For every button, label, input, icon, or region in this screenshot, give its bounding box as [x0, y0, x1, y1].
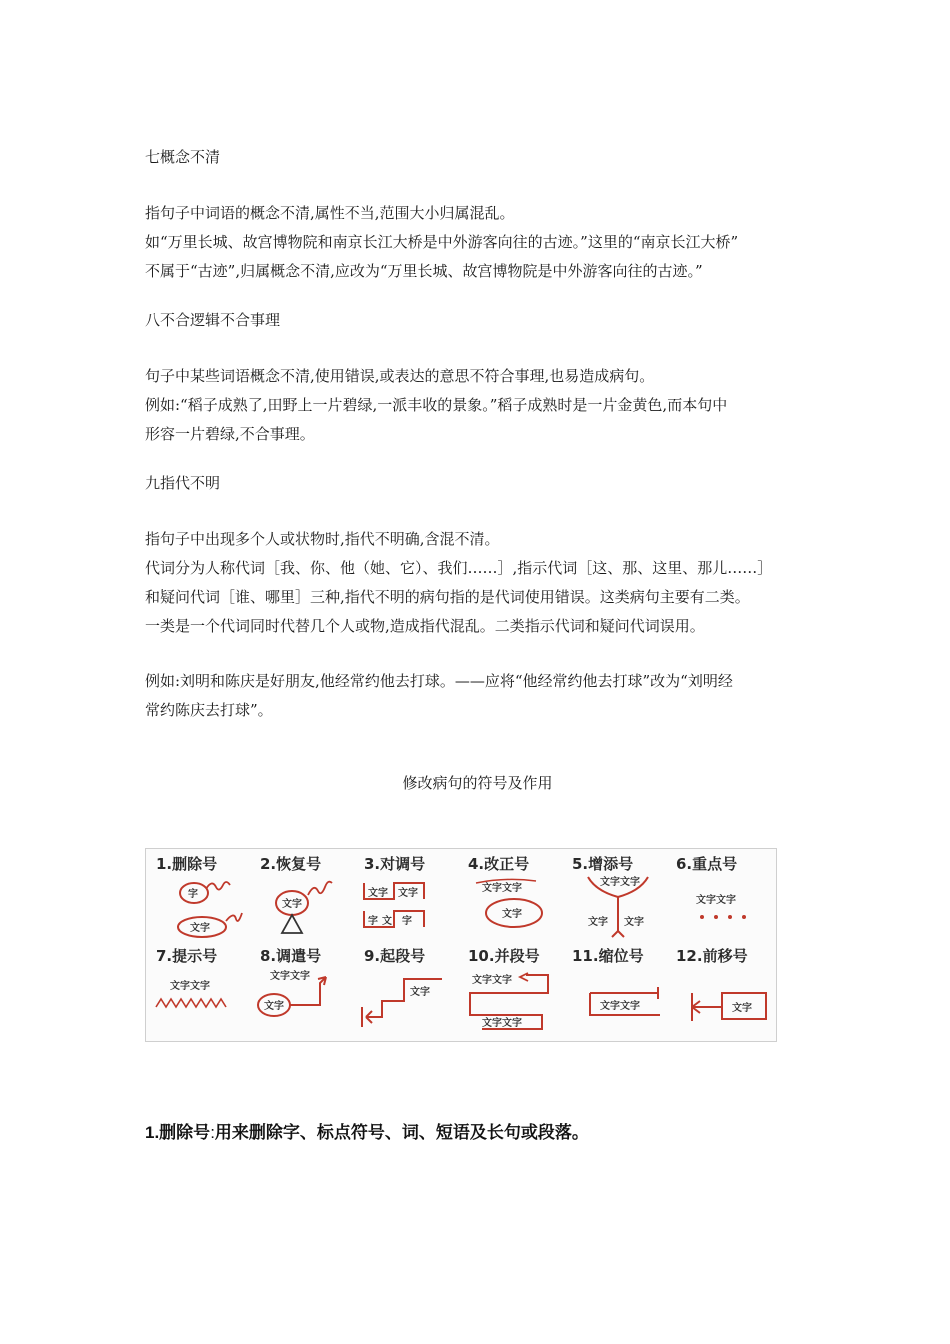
symbol-cell-insert	[566, 851, 671, 943]
svg-text:文字文字: 文字文字	[482, 1018, 522, 1029]
svg-text:字: 字	[188, 889, 198, 900]
symbol-sample: 文字	[190, 923, 210, 934]
symbol-cell-move	[254, 943, 359, 1035]
svg-text:文字: 文字	[398, 888, 418, 899]
insert-mark-icon	[566, 851, 671, 943]
symbol-sample: 文字	[368, 888, 388, 899]
symbol-label: 5.增添号	[572, 855, 634, 873]
symbol-cell-indent	[566, 943, 671, 1035]
symbol-label: 4.改正号	[468, 855, 530, 873]
symbol-cell-restore	[254, 851, 359, 943]
delete-mark-icon	[150, 851, 255, 943]
symbol-cell-delete	[150, 851, 255, 943]
heading-section-9: 九指代不明	[145, 474, 221, 492]
text-line: 一类是一个代词同时代替几个人或物,造成指代混乱。二类指示代词和疑问代词误用。	[145, 617, 705, 635]
text-line: 指句子中词语的概念不清,属性不当,范围大小归属混乱。	[145, 204, 515, 222]
symbol-sample: 文字文字	[270, 971, 310, 982]
definition-text: 用来删除字、标点符号、词、短语及长句或段落。	[214, 1123, 589, 1142]
heading-section-7: 七概念不清	[145, 148, 221, 166]
text-line: 和疑问代词［谁、哪里］三种,指代不明的病句指的是代词使用错误。这类病句主要有二类。	[145, 588, 750, 606]
correction-symbols-figure	[145, 848, 777, 1042]
correction-mark-icon	[462, 851, 567, 943]
paragraph-section-9	[145, 525, 810, 641]
merge-paragraph-mark-icon	[462, 943, 567, 1035]
symbol-sample: 文字文字	[600, 1001, 640, 1012]
symbol-label: 1.删除号	[156, 855, 218, 873]
symbol-label: 7.提示号	[156, 947, 218, 965]
text-line: 不属于“古迹”,归属概念不清,应改为“万里长城、故宫博物院是中外游客向往的古迹。”	[145, 262, 703, 280]
svg-text:文字文字: 文字文字	[600, 877, 640, 888]
restore-mark-icon	[254, 851, 359, 943]
symbol-sample: 文字	[502, 909, 522, 920]
symbol-label: 2.恢复号	[260, 855, 322, 873]
text-line: 例如:“稻子成熟了,田野上一片碧绿,一派丰收的景象。”稻子成熟时是一片金黄色,而本句中	[145, 396, 728, 414]
svg-text:文字: 文字	[264, 1001, 284, 1012]
hint-mark-icon	[150, 943, 255, 1035]
symbol-label: 6.重点号	[676, 855, 738, 873]
text-line: 如“万里长城、故宫博物院和南京长江大桥是中外游客向往的古迹。”这里的“南京长江大桥”	[145, 233, 739, 251]
definition-term: 1.删除号	[145, 1123, 211, 1142]
symbol-sample: 文字	[588, 917, 608, 928]
symbol-label: 3.对调号	[364, 855, 426, 873]
symbol-cell-emphasis	[670, 851, 775, 943]
text-line: 句子中某些词语概念不清,使用错误,或表达的意思不符合事理,也易造成病句。	[145, 367, 655, 385]
paragraph-section-8	[145, 362, 810, 449]
symbol-label: 10.并段号	[468, 947, 540, 965]
svg-text:文字文字: 文字文字	[482, 883, 522, 894]
text-line: 例如:刘明和陈庆是好朋友,他经常约他去打球。——应将“他经常约他去打球”改为“刘明经	[145, 672, 733, 690]
new-paragraph-mark-icon	[358, 943, 463, 1035]
svg-text:文字: 文字	[624, 917, 644, 928]
symbol-cell-correct	[462, 851, 567, 943]
move-forward-mark-icon	[670, 943, 775, 1035]
symbol-cell-move-forward	[670, 943, 775, 1035]
symbol-cell-new-paragraph	[358, 943, 463, 1035]
swap-mark-icon	[358, 851, 463, 943]
symbol-label: 8.调遣号	[260, 947, 322, 965]
example-section-9	[145, 667, 810, 725]
symbol-sample: 文字	[282, 899, 302, 910]
svg-text:字: 字	[368, 916, 378, 927]
move-mark-icon	[254, 943, 359, 1035]
symbol-sample: 文字文字	[696, 895, 736, 906]
indent-mark-icon	[566, 943, 671, 1035]
symbol-label: 12.前移号	[676, 947, 748, 965]
emphasis-mark-icon	[670, 851, 775, 943]
symbol-sample: 文字文字	[170, 981, 210, 992]
paragraph-section-7	[145, 199, 810, 286]
text-line: 形容一片碧绿,不合事理。	[145, 425, 315, 443]
svg-text:字: 字	[402, 916, 412, 927]
definition-colon: :	[210, 1123, 215, 1142]
symbol-cell-hint	[150, 943, 255, 1035]
symbol-sample: 文字	[410, 987, 430, 998]
text-line: 常约陈庆去打球”。	[145, 701, 273, 719]
svg-text:文: 文	[382, 916, 392, 927]
symbol-sample: 文字	[732, 1003, 752, 1014]
symbol-label: 11.缩位号	[572, 947, 644, 965]
heading-section-8: 八不合逻辑不合事理	[145, 311, 281, 329]
symbol-cell-swap	[358, 851, 463, 943]
definition-line	[145, 1118, 589, 1143]
text-line: 代词分为人称代词［我、你、他（她、它）、我们……］,指示代词［这、那、这里、那儿……］	[145, 559, 773, 577]
symbol-sample: 文字文字	[472, 975, 512, 986]
symbol-cell-merge	[462, 943, 567, 1035]
figure-title: 修改病句的符号及作用	[402, 774, 553, 792]
symbol-label: 9.起段号	[364, 947, 426, 965]
text-line: 指句子中出现多个人或状物时,指代不明确,含混不清。	[145, 530, 500, 548]
